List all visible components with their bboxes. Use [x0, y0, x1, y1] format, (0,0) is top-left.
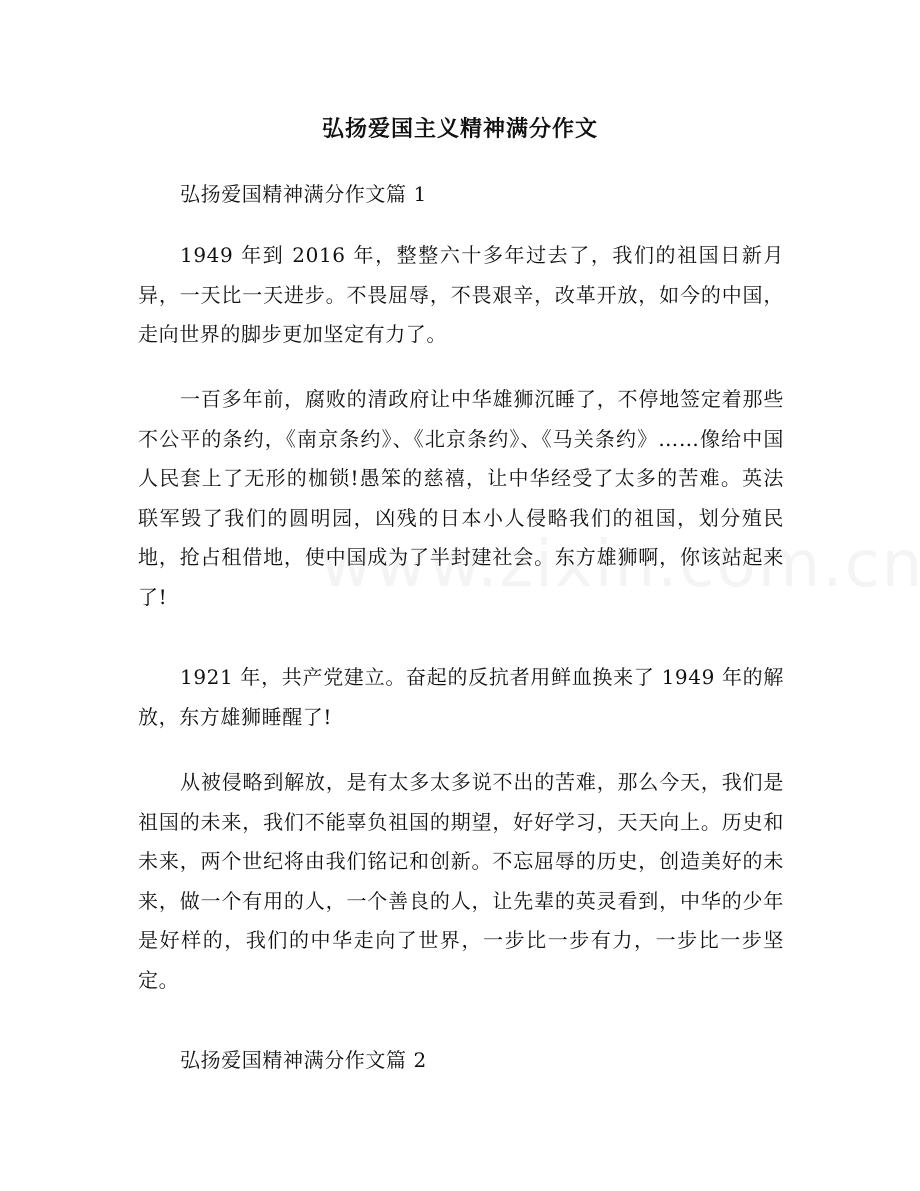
paragraph-2: 一百多年前，腐败的清政府让中华雄狮沉睡了，不停地签定着那些不公平的条约，《南京条约》、《北京条约》、《马关条约》……像给中国人民套上了无形的枷锁!愚笨的慈禧，让中华经受了太多的苦难。英法联军毁了我们的圆明园，凶残的日本小人侵略我们的祖国，划分殖民地，抢占租借地，使中国成为了半封建社会。东方雄狮啊，你该站起来了!: [138, 387, 784, 609]
document-title: 弘扬爱国主义精神满分作文: [321, 117, 598, 142]
section-heading-1: 弘扬爱国精神满分作文篇 1: [180, 182, 427, 206]
paragraph-1: 1949 年到 2016 年，整整六十多年过去了，我们的祖国日新月异，一天比一天进步。不畏屈辱，不畏艰辛，改革开放，如今的中国，走向世界的脚步更加坚定有力了。: [138, 243, 784, 346]
section-heading-2: 弘扬爱国精神满分作文篇 2: [180, 1048, 427, 1072]
paragraph-3: 1921 年，共产党建立。奋起的反抗者用鲜血换来了 1949 年的解放，东方雄狮睡醒了!: [138, 665, 784, 729]
paragraph-4: 从被侵略到解放，是有太多太多说不出的苦难，那么今天，我们是祖国的未来，我们不能辜负祖国的期望，好好学习，天天向上。历史和未来，两个世纪将由我们铭记和创新。不忘屈辱的历史，创造美好的未来，做一个有用的人，一个善良的人，让先辈的英灵看到，中华的少年是好样的，我们的中华走向了世界，一步比一步有力，一步比一步坚定。: [138, 770, 784, 992]
